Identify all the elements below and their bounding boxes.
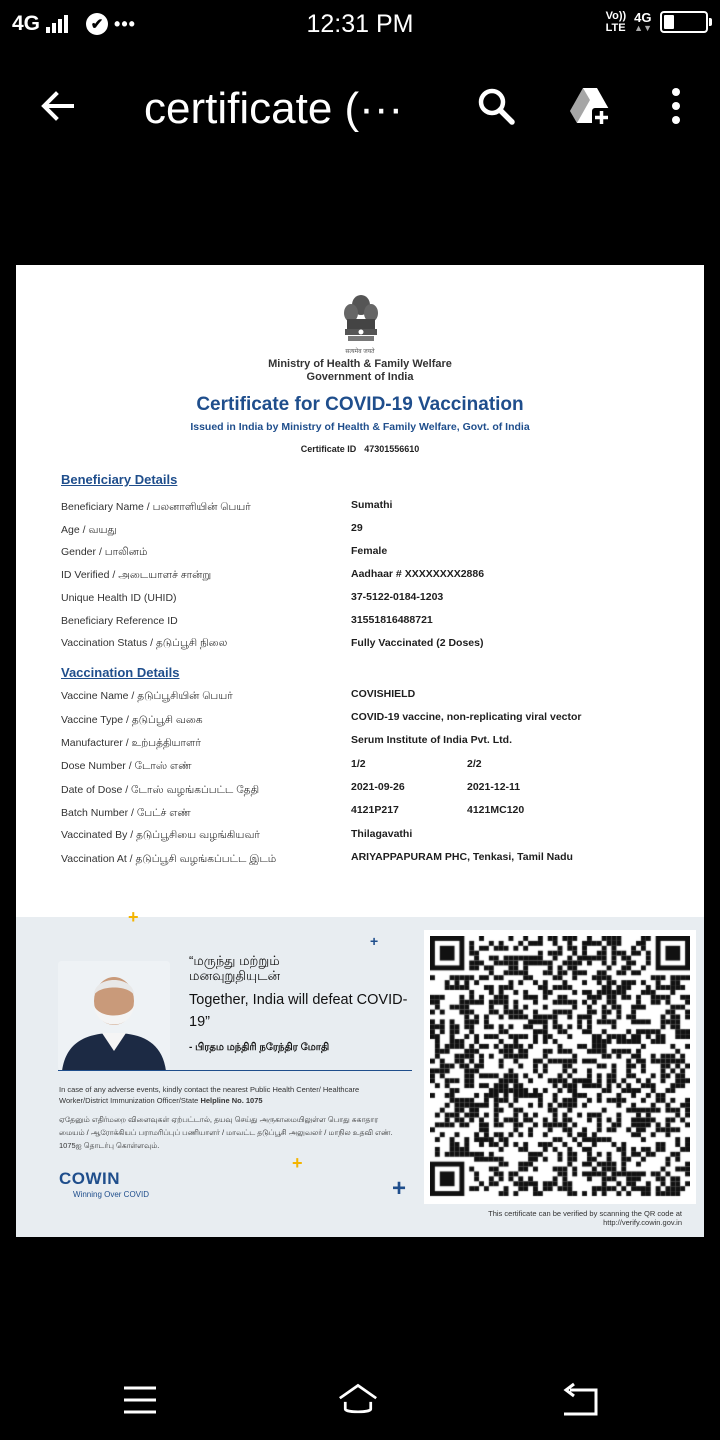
network-type-right: 4G ▲▼ [634,10,652,33]
plus-decoration-icon: + [370,933,379,949]
divider [58,1070,412,1071]
beneficiary-label: Unique Health ID (UHID) [61,592,177,604]
beneficiary-value: Sumathi [351,499,393,511]
vaccination-label: Dose Number / டோஸ் எண் [61,760,192,772]
issued-by: Issued in India by Ministry of Health & Family Welfare, Govt. of India [190,421,530,433]
qr-code [424,930,696,1204]
beneficiary-value: Fully Vaccinated (2 Doses) [351,637,484,649]
beneficiary-heading: Beneficiary Details [61,472,178,487]
vaccination-value: Thilagavathi [351,828,413,840]
emblem-caption: सत्यमेव जयते [345,349,375,355]
document-title: certificate (··· [144,84,404,133]
quote-attribution: - பிரதம மந்திரி நரேந்திர மோதி [189,1042,330,1053]
adverse-events-notice-tamil: ஏதேனும் எதிர்மறை விளைவுகள் ஏற்பட்டால், தயவு செய்து அருகாமையிலுள்ள பொது சுகாதார மையம் / ஆரோக்கியப் பராமரிப்புப் பணியாளர் / மாவட்ட தடுப்பூசி அலுவலர் / மாநில உதவி எண். 1075ஐ தொடர்பு கொள்ளவும். [59,1115,393,1150]
more-notifications-icon: ••• [114,13,136,34]
vaccination-value: ARIYAPPAPURAM PHC, Tenkasi, Tamil Nadu [351,851,573,863]
navigation-bar [0,1360,720,1440]
status-right [606,10,708,34]
back-icon[interactable] [560,1380,600,1420]
national-emblem [342,291,380,355]
beneficiary-label: Gender / பாலினம் [61,546,148,558]
vaccination-value-dose2: 2/2 [467,758,482,770]
vaccination-value-dose2: 4121MC120 [467,804,525,816]
beneficiary-label: ID Verified / அடையாளச் சான்று [61,569,212,581]
certificate-id: Certificate ID 47301556610 [300,444,420,454]
verify-note: This certificate can be verified by scanning the QR code at http://verify.cowin.gov.in [488,1209,682,1227]
certificate-document[interactable] [16,265,704,1237]
network-type: 4G [12,12,41,35]
vaccination-value: COVISHIELD [351,688,416,700]
status-bar [0,0,720,50]
plus-decoration-icon: + [292,1153,303,1173]
app-bar [0,70,720,150]
footer-panel [16,907,704,1237]
cowin-tagline: Winning Over COVID [73,1190,150,1199]
check-circle-icon: ✔ [86,13,108,35]
vaccination-label: Vaccine Type / தடுப்பூசி வகை [61,714,203,726]
vaccination-label: Manufacturer / உற்பத்தியாளர் [61,737,201,749]
vaccination-value: 1/2 [351,758,366,770]
vaccination-value-dose2: 2021-12-11 [467,781,521,793]
vaccination-label: Batch Number / பேட்ச் எண் [61,807,191,819]
battery-icon [660,11,708,33]
vaccination-label: Date of Dose / டோஸ் வழங்கப்பட்ட தேதி [61,784,260,796]
ministry-header: Ministry of Health & Family Welfare Government of India [268,358,452,383]
vaccination-value: COVID-19 vaccine, non-replicating viral vector [351,711,582,723]
volte-indicator: Vo)) LTE [605,10,627,34]
beneficiary-label: Beneficiary Reference ID [61,615,178,627]
menu-icon[interactable] [120,1380,160,1420]
prime-minister-photo [58,961,170,1071]
beneficiary-value: Aadhaar # XXXXXXXX2886 [351,568,485,580]
cowin-logo: COWIN [59,1169,121,1188]
qr-code-pattern [430,936,690,1198]
beneficiary-value: Female [351,545,388,557]
beneficiary-value: 29 [351,522,363,534]
clock: 12:31 PM [306,10,414,38]
vaccination-value: 4121P217 [351,804,399,816]
certificate-title: Certificate for COVID-19 Vaccination [196,394,524,415]
vaccination-value: 2021-09-26 [351,781,405,793]
beneficiary-label: Vaccination Status / தடுப்பூசி நிலை [61,637,228,649]
home-icon[interactable] [338,1380,378,1420]
plus-decoration-icon: + [392,1175,407,1202]
beneficiary-value: 37-5122-0184-1203 [351,591,444,603]
beneficiary-value: 31551816488721 [351,614,433,626]
vaccination-heading: Vaccination Details [61,665,180,680]
adverse-events-notice: In case of any adverse events, kindly contact the nearest Public Health Center/ Healthcare Worker/District Immunization Officer/State Helpline No. 1075 [59,1085,360,1105]
plus-decoration-icon: + [128,907,139,927]
drive-add-icon[interactable] [568,84,612,128]
quote-tamil: “மருந்து மற்றும் மனவுறுதியுடன் [189,953,281,983]
vaccination-value: Serum Institute of India Pvt. Ltd. [351,734,513,746]
quote-english: Together, India will defeat COVID-19” [189,992,408,1030]
vaccination-label: Vaccinated By / தடுப்பூசியை வழங்கியவர் [61,829,260,841]
search-icon[interactable] [474,84,518,128]
vaccination-label: Vaccine Name / தடுப்பூசியின் பெயர் [61,690,233,702]
beneficiary-label: Age / வயது [61,524,117,536]
vaccination-label: Vaccination At / தடுப்பூசி வழங்கப்பட்ட இடம் [61,853,277,865]
more-vert-icon[interactable] [654,84,698,128]
back-arrow-icon[interactable] [36,84,80,128]
beneficiary-label: Beneficiary Name / பலனாளியின் பெயர் [61,501,251,513]
